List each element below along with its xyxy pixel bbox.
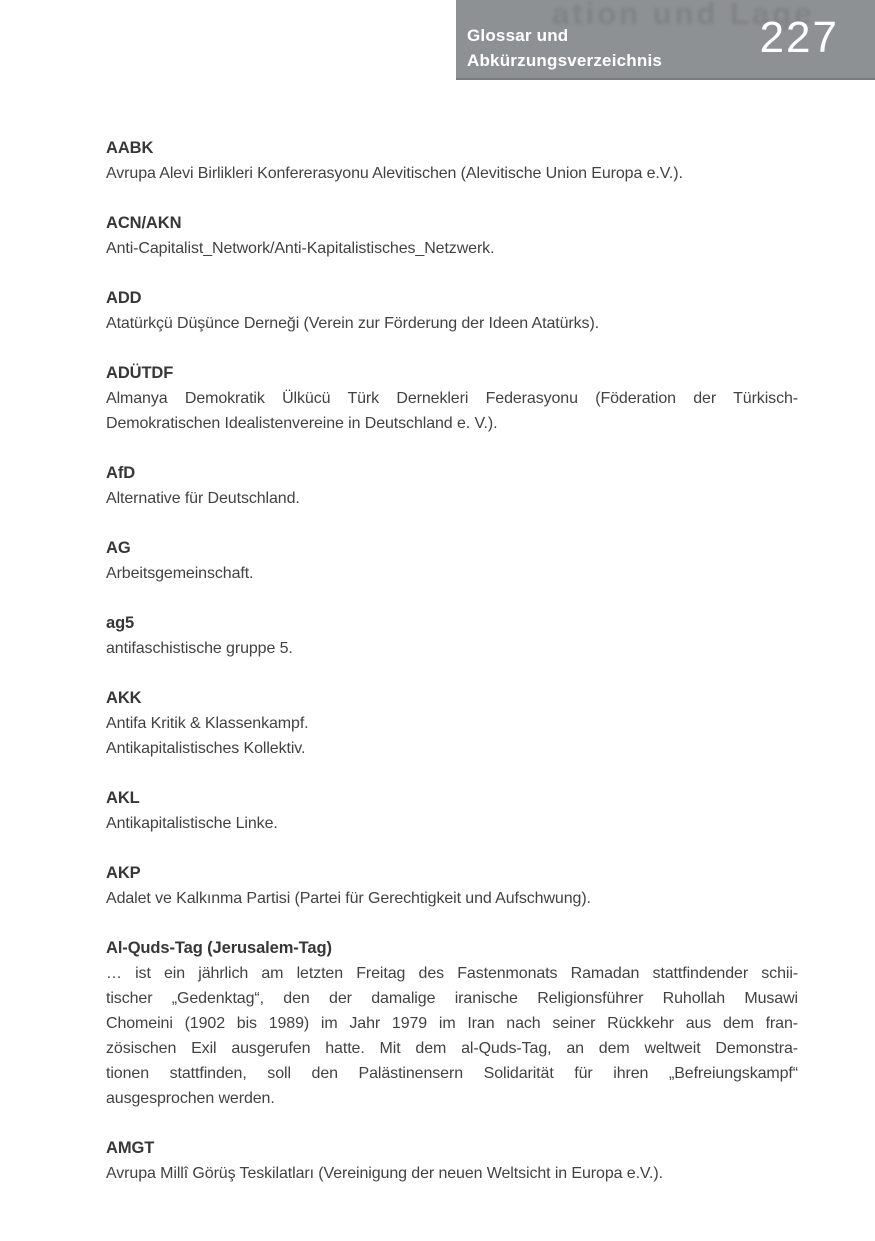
entry-term: ACN/AKN [106,214,182,232]
page-header-title [467,23,662,73]
glossary-entry [106,611,798,661]
glossary-entry [106,361,798,436]
entry-term: AKK [106,689,142,707]
entry-definition [106,561,798,586]
entry-definition-line: tischer „Gedenktag“, den der damalige iranische Religionsführer Ruhollah Musawi [106,990,798,1007]
header-banner [456,0,875,80]
entry-definition-line: Adalet ve Kalkınma Partisi (Partei für Gerechtigkeit und Aufschwung). [106,890,591,907]
page-header-title-line-2: Abkürzungsverzeichnis [467,51,663,70]
entry-definition [106,386,798,436]
entry-term: AABK [106,139,154,157]
entry-term: ADD [106,289,142,307]
entry-definition [106,636,798,661]
entry-definition-line: antifaschistische gruppe 5. [106,640,293,657]
entry-term: AG [106,539,131,557]
entry-definition-line: Avrupa Millî Görüş Teskilatları (Vereinigung der neuen Weltsicht in Europa e.V.). [106,1165,663,1182]
entry-definition-line: Antikapitalistische Linke. [106,815,278,832]
entry-definition [106,236,798,261]
entry-definition-line: … ist ein jährlich am letzten Freitag des Fastenmonats Ramadan stattfindender schii- [106,965,798,982]
entry-definition-line: Almanya Demokratik Ülkücü Türk Dernekleri Federasyonu (Föderation der Türkisch- [106,390,798,407]
entry-definition-line: Demokratischen Idealistenvereine in Deutschland e. V.). [106,415,498,432]
entry-definition-line: Alternative für Deutschland. [106,490,300,507]
entry-term: AMGT [106,1139,155,1157]
entry-term: ADÜTDF [106,364,174,382]
glossary-entry [106,461,798,511]
entry-definition-line: Anti-Capitalist_Network/Anti-Kapitalistisches_Netzwerk. [106,240,495,257]
glossary-entry [106,136,798,186]
glossary-entry [106,1136,798,1186]
entry-term: AKL [106,789,140,807]
entry-definition-line: tionen stattfinden, soll den Palästinensern Solidarität für ihren „Befreiungskampf“ [106,1065,798,1082]
entry-definition-line: zösischen Exil ausgerufen hatte. Mit dem al-Quds-Tag, an dem weltweit Demonstra- [106,1040,798,1057]
entry-definition [106,311,798,336]
glossary-list [106,136,798,1211]
entry-definition [106,886,798,911]
entry-definition-line: Chomeini (1902 bis 1989) im Jahr 1979 im Iran nach seiner Rückkehr aus dem fran- [106,1015,798,1032]
entry-definition-line: Atatürkçü Düşünce Derneği (Verein zur Förderung der Ideen Atatürks). [106,315,600,332]
entry-definition-line: Antifa Kritik & Klassenkampf. [106,715,309,732]
glossary-entry [106,686,798,761]
entry-term: AKP [106,864,141,882]
entry-definition [106,811,798,836]
entry-definition [106,486,798,511]
glossary-entry [106,211,798,261]
entry-definition [106,711,798,761]
page-header-title-line-1: Glossar und [467,26,569,45]
entry-definition-line: ausgesprochen werden. [106,1090,275,1107]
entry-definition-line: Avrupa Alevi Birlikleri Konfererasyonu Alevitischen (Alevitische Union Europa e.V.). [106,165,683,182]
glossary-entry [106,786,798,836]
entry-definition [106,961,798,1111]
entry-term: AfD [106,464,136,482]
glossary-entry [106,286,798,336]
entry-definition [106,1161,798,1186]
glossary-entry [106,936,798,1111]
entry-definition-line: Antikapitalistisches Kollektiv. [106,740,306,757]
entry-definition-line: Arbeitsgemeinschaft. [106,565,254,582]
entry-term: ag5 [106,614,135,632]
page-number: 227 [759,13,839,62]
glossary-entry [106,536,798,586]
banner-ghost-text: ation und Lage [552,0,815,31]
glossary-entry [106,861,798,911]
entry-term: Al-Quds-Tag (Jerusalem-Tag) [106,939,332,957]
entry-definition [106,161,798,186]
